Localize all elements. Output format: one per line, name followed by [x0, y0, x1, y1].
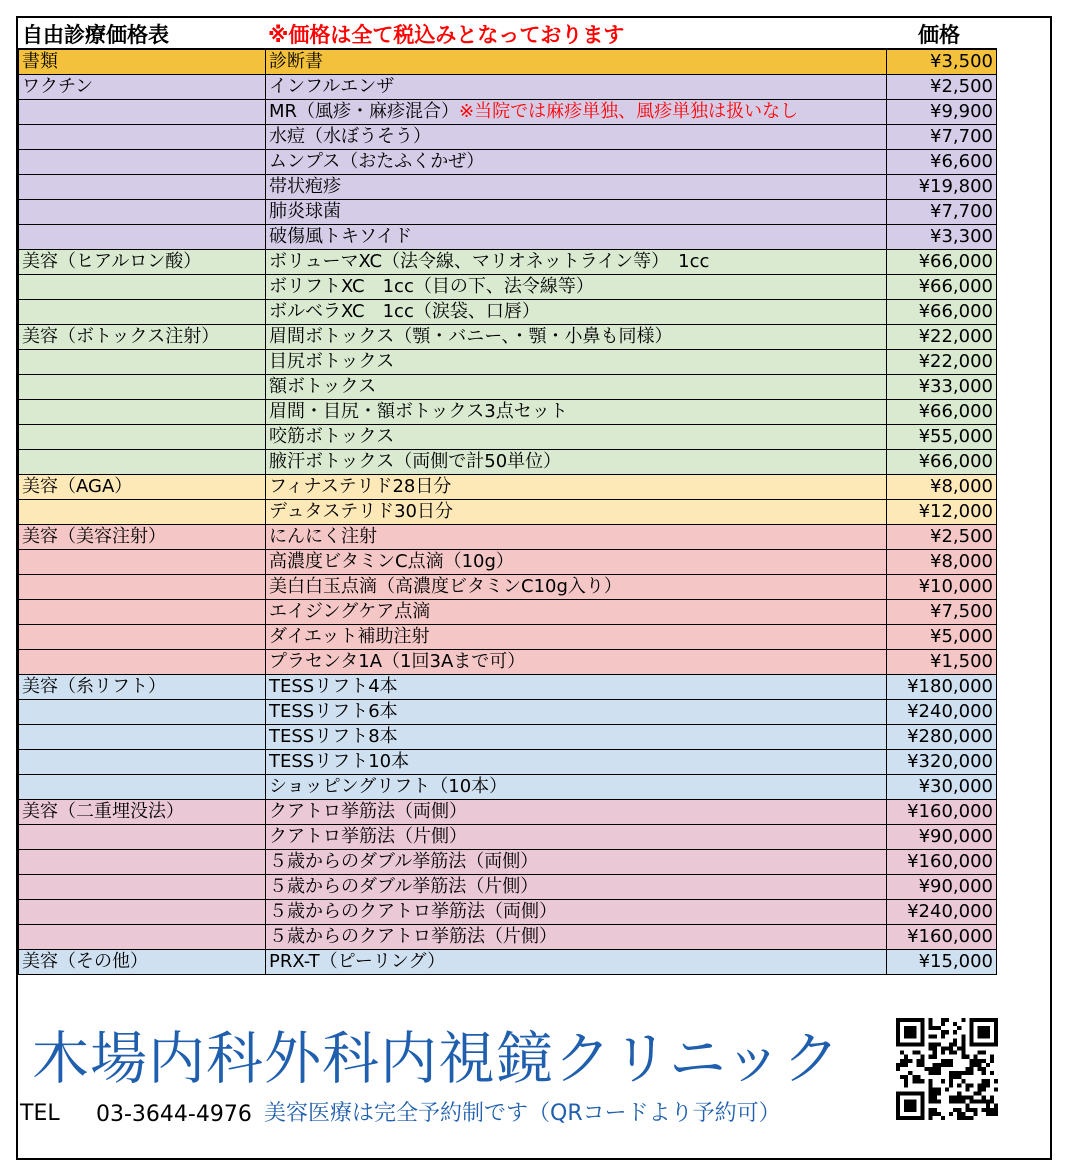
category-cell	[19, 625, 266, 650]
table-row	[19, 875, 997, 900]
item-name-cell	[266, 475, 887, 500]
price-cell: ¥280,000	[887, 725, 997, 750]
table-row	[19, 425, 997, 450]
item-name-cell	[266, 275, 887, 300]
price-cell: ¥22,000	[887, 325, 997, 350]
item-name: PRX-T（ピーリング）	[269, 951, 446, 972]
item-name: 帯状疱疹	[269, 176, 341, 197]
table-row	[19, 125, 997, 150]
item-name-cell	[266, 850, 887, 875]
category-cell	[19, 700, 266, 725]
category-cell	[19, 225, 266, 250]
price-cell: ¥160,000	[887, 850, 997, 875]
table-row	[19, 300, 997, 325]
category-cell	[19, 150, 266, 175]
table-row	[19, 825, 997, 850]
table-row	[19, 700, 997, 725]
category-cell	[19, 725, 266, 750]
category-cell: 美容（その他）	[19, 950, 266, 975]
tel-label: TEL	[20, 1101, 60, 1126]
item-name: 目尻ボトックス	[269, 351, 395, 372]
price-list-header	[18, 18, 1050, 48]
table-row	[19, 950, 997, 975]
item-name: MR（風疹・麻疹混合）	[269, 101, 460, 122]
contact-row	[20, 1096, 781, 1127]
category-cell	[19, 200, 266, 225]
item-name-cell	[266, 49, 887, 75]
price-cell: ¥2,500	[887, 75, 997, 100]
price-cell: ¥5,000	[887, 625, 997, 650]
item-name: ５歳からのクアトロ挙筋法（片側）	[269, 926, 557, 947]
category-cell	[19, 175, 266, 200]
item-name-cell	[266, 175, 887, 200]
qr-code-icon[interactable]	[894, 1018, 1000, 1120]
item-name-cell	[266, 575, 887, 600]
item-name-cell	[266, 225, 887, 250]
item-name-cell	[266, 800, 887, 825]
price-cell: ¥6,600	[887, 150, 997, 175]
tax-notice-suffix: となっております	[456, 23, 625, 47]
item-name-cell	[266, 425, 887, 450]
item-name-cell	[266, 375, 887, 400]
item-name: 肺炎球菌	[269, 201, 341, 222]
category-cell	[19, 575, 266, 600]
clinic-name: 木場内科外科内視鏡クリニック	[32, 1026, 841, 1092]
item-name: TESSリフト10本	[269, 751, 410, 772]
item-name-cell	[266, 150, 887, 175]
tax-notice-prefix: ※価格は全て	[268, 23, 394, 47]
category-cell	[19, 600, 266, 625]
table-row	[19, 675, 997, 700]
tax-included-notice	[268, 19, 624, 49]
price-cell: ¥55,000	[887, 425, 997, 450]
table-row	[19, 925, 997, 950]
table-row	[19, 100, 997, 125]
table-row	[19, 400, 997, 425]
item-name: プラセンタ1A（1回3Aまで可）	[269, 651, 526, 672]
price-cell: ¥8,000	[887, 550, 997, 575]
category-cell	[19, 850, 266, 875]
table-row	[19, 350, 997, 375]
item-name: 咬筋ボトックス	[269, 426, 395, 447]
table-row	[19, 750, 997, 775]
item-name: エイジングケア点滴	[269, 601, 431, 622]
item-name-cell	[266, 600, 887, 625]
category-cell: ワクチン	[19, 75, 266, 100]
item-name-cell	[266, 650, 887, 675]
tax-notice-emphasis: 税込み	[393, 23, 457, 47]
item-name-cell	[266, 825, 887, 850]
category-cell: 美容（ボトックス注射）	[19, 325, 266, 350]
item-name: インフルエンザ	[269, 76, 395, 97]
price-cell: ¥66,000	[887, 400, 997, 425]
page-title: 自由診療価格表	[22, 23, 169, 47]
item-name-cell	[266, 75, 887, 100]
category-cell	[19, 550, 266, 575]
table-row	[19, 600, 997, 625]
item-name: クアトロ挙筋法（片側）	[269, 826, 467, 847]
table-row	[19, 800, 997, 825]
category-cell	[19, 900, 266, 925]
category-cell	[19, 925, 266, 950]
table-row	[19, 475, 997, 500]
item-name: にんにく注射	[269, 526, 377, 547]
table-row	[19, 75, 997, 100]
table-row	[19, 900, 997, 925]
table-row	[19, 200, 997, 225]
table-row	[19, 575, 997, 600]
table-row	[19, 625, 997, 650]
item-name-cell	[266, 900, 887, 925]
item-name: TESSリフト4本	[269, 676, 398, 697]
price-cell: ¥240,000	[887, 900, 997, 925]
price-cell: ¥240,000	[887, 700, 997, 725]
price-cell: ¥3,500	[887, 49, 997, 75]
price-cell: ¥12,000	[887, 500, 997, 525]
price-cell: ¥90,000	[887, 875, 997, 900]
table-row	[19, 775, 997, 800]
category-cell	[19, 400, 266, 425]
item-name-cell	[266, 250, 887, 275]
price-cell: ¥1,500	[887, 650, 997, 675]
item-name: ５歳からのダブル挙筋法（両側）	[269, 851, 539, 872]
table-row	[19, 450, 997, 475]
category-cell	[19, 350, 266, 375]
price-column-header: 価格	[918, 23, 960, 47]
item-name-cell	[266, 950, 887, 975]
price-cell: ¥66,000	[887, 275, 997, 300]
price-cell: ¥90,000	[887, 825, 997, 850]
price-cell: ¥160,000	[887, 800, 997, 825]
item-name-cell	[266, 350, 887, 375]
category-cell	[19, 500, 266, 525]
price-cell: ¥180,000	[887, 675, 997, 700]
reservation-note: 美容医療は完全予約制です（QRコードより予約可）	[264, 1101, 781, 1126]
price-cell: ¥320,000	[887, 750, 997, 775]
item-note: ※当院では麻疹単独、風疹単独は扱いなし	[459, 101, 799, 122]
item-name-cell	[266, 300, 887, 325]
item-name-cell	[266, 625, 887, 650]
price-cell: ¥2,500	[887, 525, 997, 550]
item-name-cell	[266, 700, 887, 725]
item-name-cell	[266, 925, 887, 950]
price-cell: ¥10,000	[887, 575, 997, 600]
price-cell: ¥7,700	[887, 200, 997, 225]
price-cell: ¥22,000	[887, 350, 997, 375]
price-cell: ¥66,000	[887, 450, 997, 475]
item-name: 水痘（水ぼうそう）	[269, 126, 431, 147]
table-row	[19, 525, 997, 550]
category-cell: 美容（美容注射）	[19, 525, 266, 550]
price-cell: ¥8,000	[887, 475, 997, 500]
item-name-cell	[266, 775, 887, 800]
price-cell: ¥15,000	[887, 950, 997, 975]
table-row	[19, 49, 997, 75]
price-cell: ¥33,000	[887, 375, 997, 400]
item-name-cell	[266, 550, 887, 575]
category-cell	[19, 125, 266, 150]
item-name-cell	[266, 450, 887, 475]
tel-number: 03-3644-4976	[96, 1102, 252, 1127]
price-cell: ¥9,900	[887, 100, 997, 125]
item-name: 診断書	[269, 51, 323, 72]
item-name: ムンプス（おたふくかぜ）	[269, 151, 485, 172]
item-name: 眉間ボトックス（顎・バニー、・顎・小鼻も同様）	[269, 326, 673, 347]
table-row	[19, 650, 997, 675]
item-name-cell	[266, 100, 887, 125]
item-name: ５歳からのクアトロ挙筋法（両側）	[269, 901, 557, 922]
category-cell: 美容（ヒアルロン酸）	[19, 250, 266, 275]
category-cell	[19, 650, 266, 675]
category-cell	[19, 825, 266, 850]
table-row	[19, 850, 997, 875]
category-cell: 美容（二重埋没法）	[19, 800, 266, 825]
item-name: フィナステリド28日分	[269, 476, 452, 497]
price-cell: ¥7,500	[887, 600, 997, 625]
table-row	[19, 225, 997, 250]
category-cell	[19, 875, 266, 900]
item-name: デュタステリド30日分	[269, 501, 454, 522]
table-row	[19, 250, 997, 275]
item-name-cell	[266, 525, 887, 550]
item-name: 破傷風トキソイド	[269, 226, 413, 247]
category-cell	[19, 775, 266, 800]
category-cell	[19, 375, 266, 400]
price-cell: ¥7,700	[887, 125, 997, 150]
item-name: クアトロ挙筋法（両側）	[269, 801, 467, 822]
table-row	[19, 150, 997, 175]
item-name-cell	[266, 875, 887, 900]
price-cell: ¥66,000	[887, 250, 997, 275]
item-name-cell	[266, 675, 887, 700]
category-cell: 美容（糸リフト）	[19, 675, 266, 700]
item-name-cell	[266, 400, 887, 425]
item-name-cell	[266, 125, 887, 150]
item-name: 眉間・目尻・額ボトックス3点セット	[269, 401, 568, 422]
item-name: 高濃度ビタミンC点滴（10g）	[269, 551, 514, 572]
item-name: TESSリフト6本	[269, 701, 398, 722]
table-row	[19, 175, 997, 200]
table-row	[19, 275, 997, 300]
item-name: ボリューマXC（法令線、マリオネットライン等） 1cc	[269, 251, 710, 272]
price-table	[18, 48, 997, 975]
item-name: ショッピングリフト（10本）	[269, 776, 508, 797]
price-cell: ¥66,000	[887, 300, 997, 325]
item-name: 美白白玉点滴（高濃度ビタミンC10g入り）	[269, 576, 622, 597]
category-cell: 美容（AGA）	[19, 475, 266, 500]
item-name-cell	[266, 725, 887, 750]
item-name-cell	[266, 200, 887, 225]
category-cell	[19, 100, 266, 125]
table-row	[19, 500, 997, 525]
price-cell: ¥30,000	[887, 775, 997, 800]
item-name: ボルベラXC 1cc（涙袋、口唇）	[269, 301, 540, 322]
item-name: TESSリフト8本	[269, 726, 398, 747]
price-cell: ¥160,000	[887, 925, 997, 950]
category-cell	[19, 425, 266, 450]
table-row	[19, 325, 997, 350]
item-name-cell	[266, 325, 887, 350]
item-name: 腋汗ボトックス（両側で計50単位）	[269, 451, 562, 472]
price-list-sheet	[16, 16, 1052, 1160]
category-cell	[19, 750, 266, 775]
item-name: ５歳からのダブル挙筋法（片側）	[269, 876, 539, 897]
category-cell	[19, 300, 266, 325]
item-name: ボリフトXC 1cc（目の下、法令線等）	[269, 276, 594, 297]
table-row	[19, 550, 997, 575]
price-cell: ¥3,300	[887, 225, 997, 250]
item-name-cell	[266, 750, 887, 775]
category-cell	[19, 275, 266, 300]
table-row	[19, 725, 997, 750]
category-cell	[19, 450, 266, 475]
category-cell: 書類	[19, 49, 266, 75]
item-name-cell	[266, 500, 887, 525]
price-cell: ¥19,800	[887, 175, 997, 200]
item-name: 額ボトックス	[269, 376, 377, 397]
item-name: ダイエット補助注射	[269, 626, 430, 647]
table-row	[19, 375, 997, 400]
